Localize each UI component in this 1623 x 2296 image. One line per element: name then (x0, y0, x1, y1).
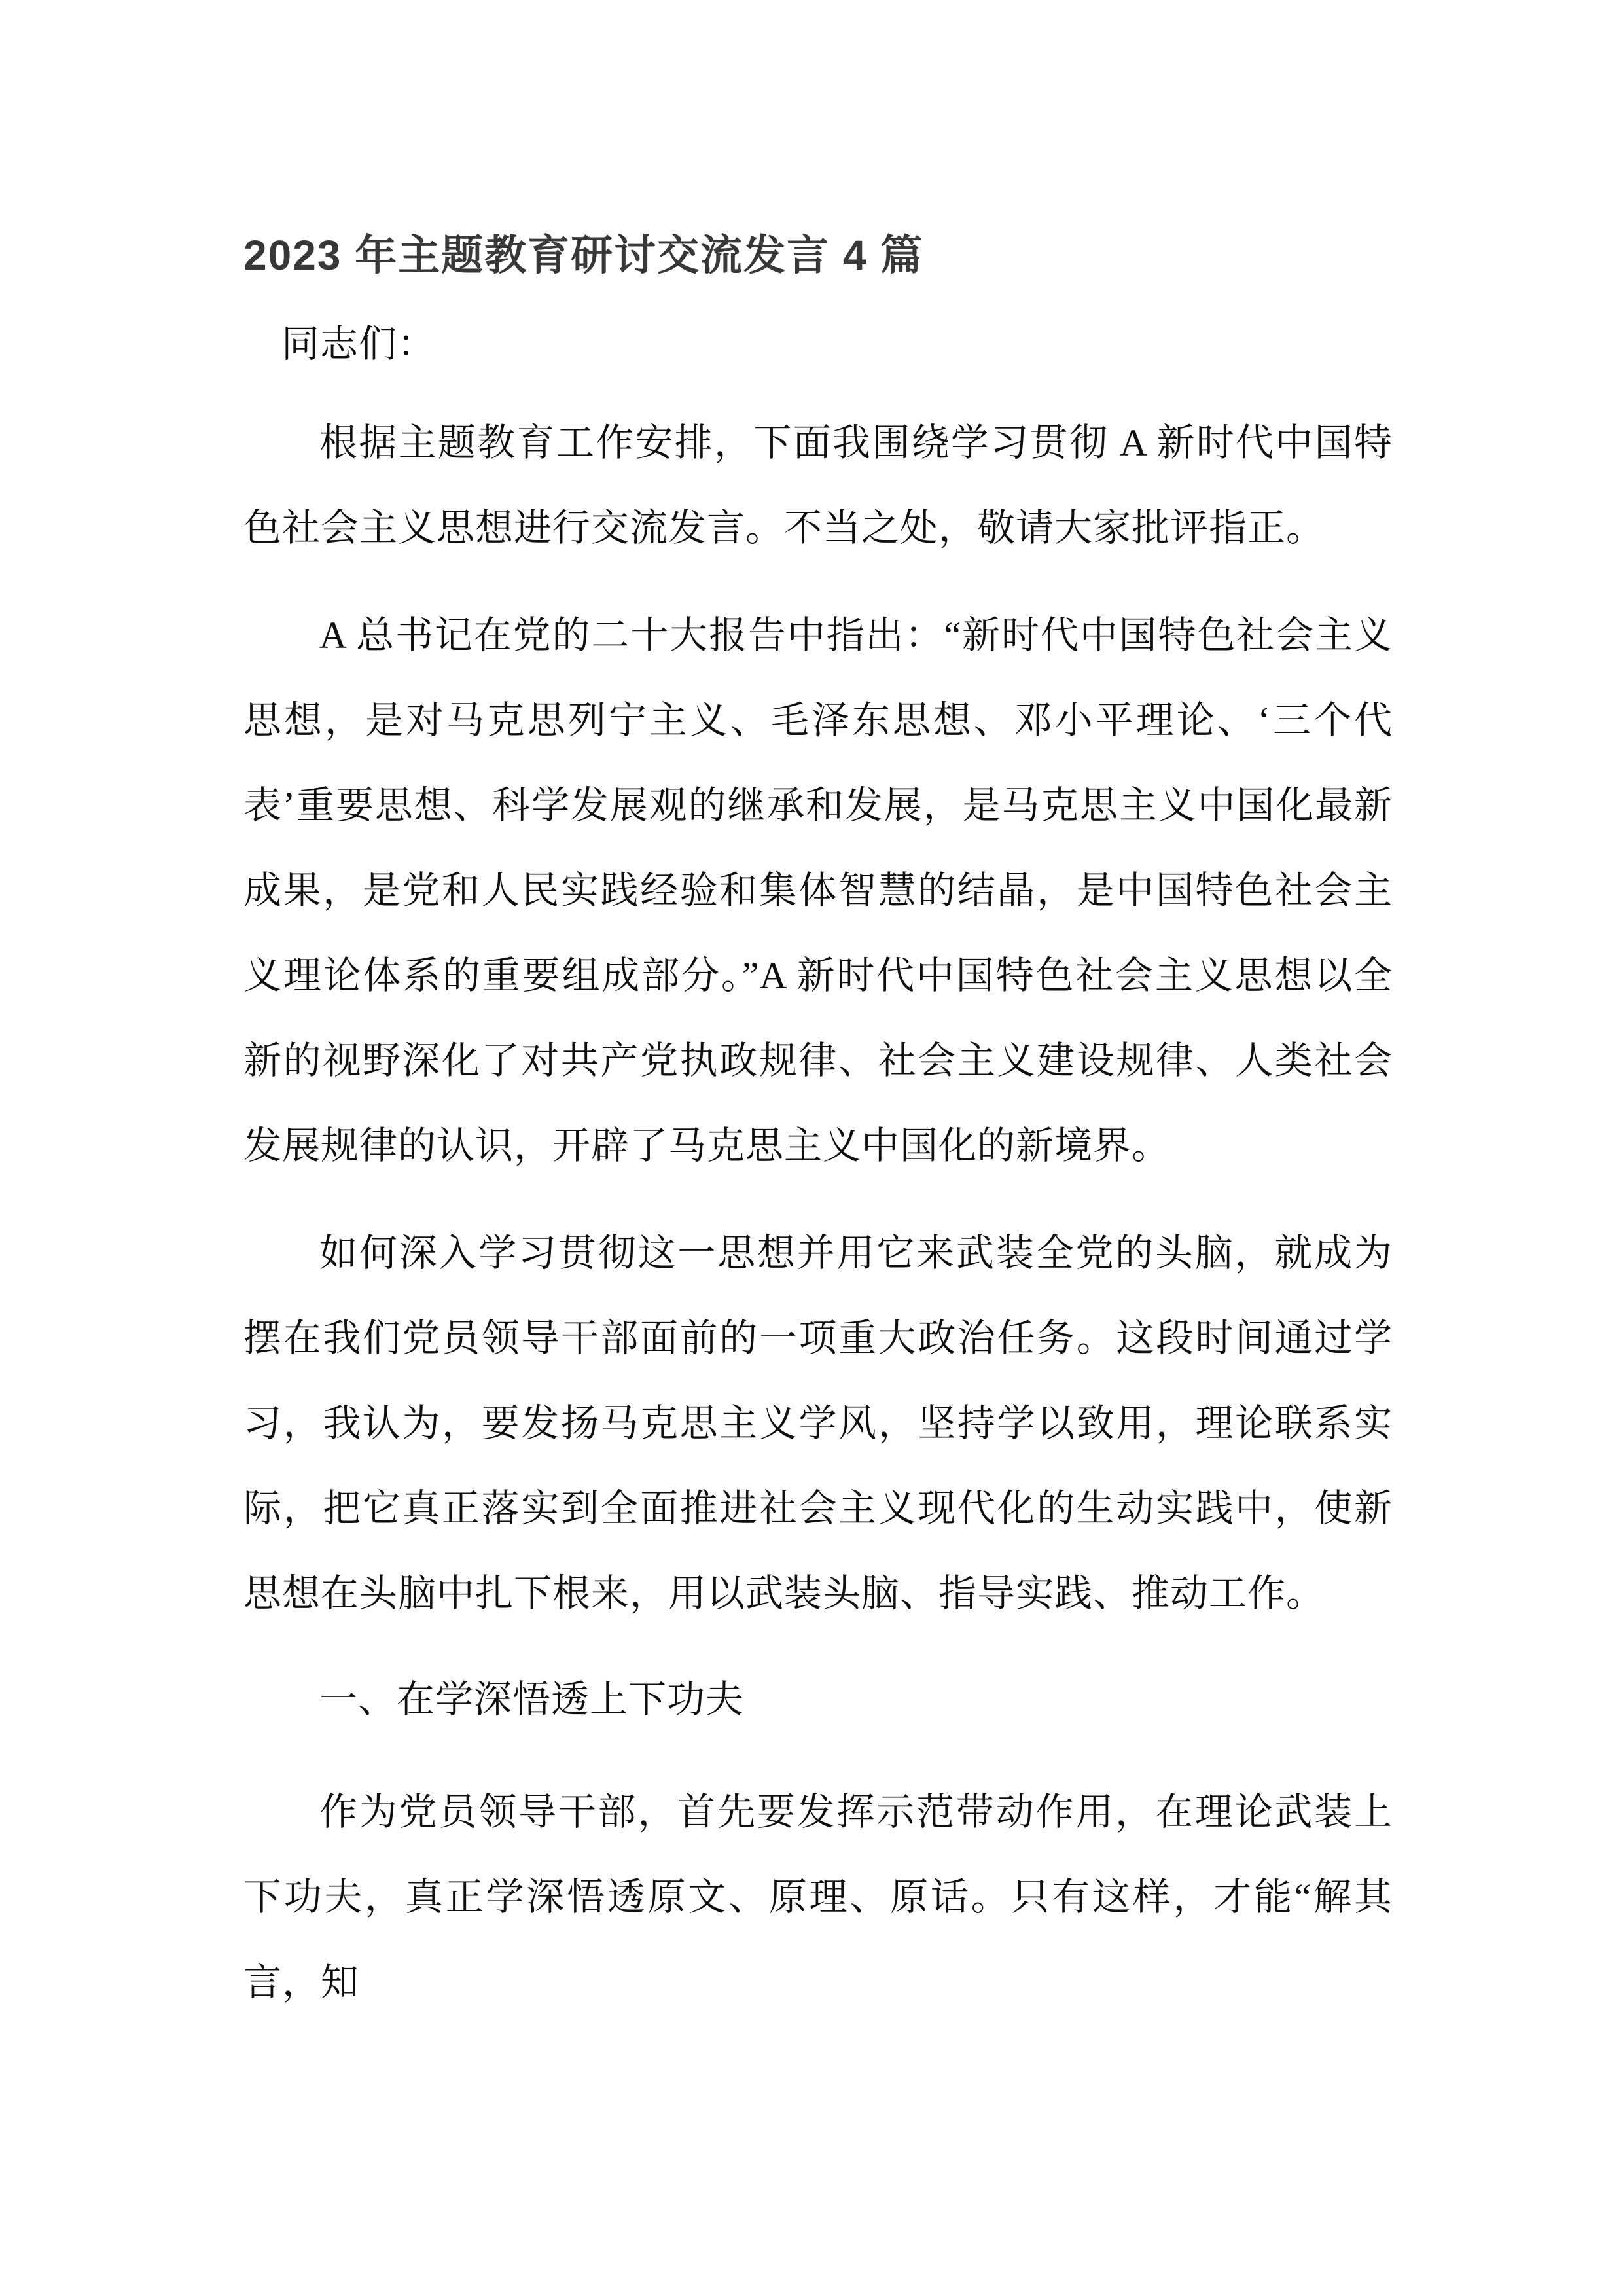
paragraph-section-1-body: 作为党员领导干部，首先要发挥示范带动作用，在理论武装上下功夫，真正学深悟透原文、原理、原话。只有这样，才能“解其言，知 (243, 1791, 1393, 2003)
paragraph-quote-20th-congress: A 总书记在党的二十大报告中指出：“新时代中国特色社会主义思想，是对马克思列宁主义、毛泽东思想、邓小平理论、‘三个代表’重要思想、科学发展观的继承和发展，是马克思主义中国化最新成果，是党和人民实践经验和集体智慧的结晶，是中国特色社会主义理论体系的重要组成部分。”A 新时代中国特色社会主义思想以全新的视野深化了对共产党执政规律、社会主义建设规律、人类社会发展规律的认识，开辟了马克思主义中国化的新境界。 (243, 614, 1393, 1167)
document-title: 2023 年主题教育研讨交流发言 4 篇 (243, 232, 924, 279)
paragraph-intro: 根据主题教育工作安排，下面我围绕学习贯彻 A 新时代中国特色社会主义思想进行交流发言。不当之处，敬请大家批评指正。 (243, 422, 1393, 549)
paragraph-study-task: 如何深入学习贯彻这一思想并用它来武装全党的头脑，就成为摆在我们党员领导干部面前的一项重大政治任务。这段时间通过学习，我认为，要发扬马克思主义学风，坚持学以致用，理论联系实际，把它真正落实到全面推进社会主义现代化的生动实践中，使新思想在头脑中扎下根来，用以武装头脑、指导实践、推动工作。 (243, 1232, 1393, 1615)
section-heading-1: 一、在学深悟透上下功夫 (319, 1678, 745, 1721)
salutation-line: 同志们： (281, 323, 437, 365)
